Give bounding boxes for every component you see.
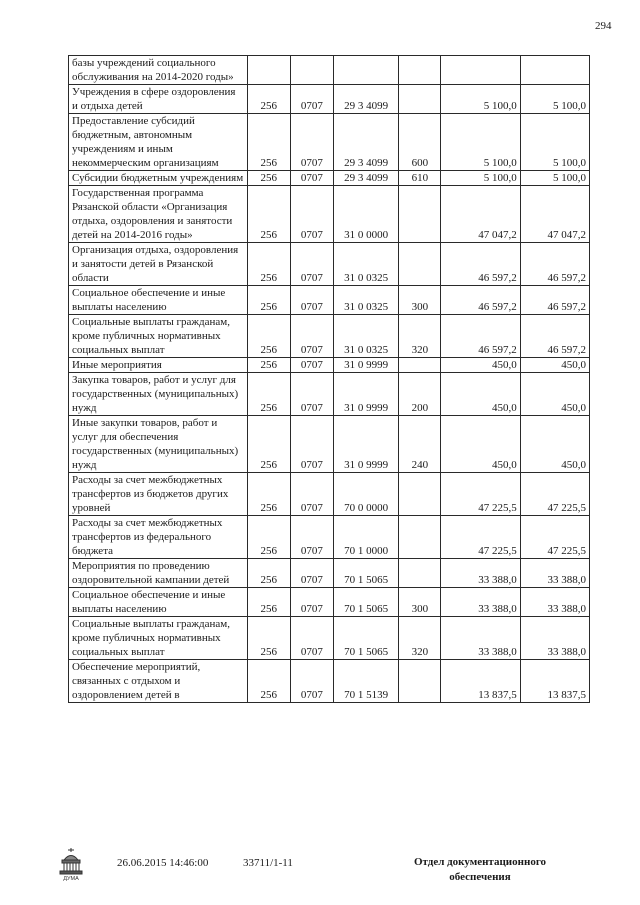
table-row <box>69 171 590 186</box>
row-section-cell: 0707 <box>290 243 333 286</box>
row-section-cell: 0707 <box>290 516 333 559</box>
row-amount-year2-cell <box>520 56 589 85</box>
budget-table-body <box>69 56 590 703</box>
table-row <box>69 286 590 315</box>
row-amount-year1-cell: 47 225,5 <box>441 516 520 559</box>
table-row <box>69 473 590 516</box>
row-name-cell: Организация отдыха, оздоровления и занятости детей в Рязанской области <box>69 243 248 286</box>
row-expense-type-cell <box>399 85 441 114</box>
table-row <box>69 243 590 286</box>
row-expense-type-cell <box>399 56 441 85</box>
row-target-article-cell: 29 3 4099 <box>333 171 398 186</box>
row-amount-year1-cell: 450,0 <box>441 416 520 473</box>
row-amount-year1-cell: 46 597,2 <box>441 315 520 358</box>
row-section-cell: 0707 <box>290 315 333 358</box>
table-row <box>69 416 590 473</box>
row-section-cell: 0707 <box>290 617 333 660</box>
row-name-cell: базы учреждений социального обслуживания на 2014-2020 годы» <box>69 56 248 85</box>
row-amount-year1-cell: 46 597,2 <box>441 243 520 286</box>
row-name-cell: Иные закупки товаров, работ и услуг для обеспечения государственных (муниципальных) нужд <box>69 416 248 473</box>
row-amount-year1-cell: 5 100,0 <box>441 171 520 186</box>
table-row <box>69 315 590 358</box>
row-expense-type-cell: 320 <box>399 617 441 660</box>
row-amount-year1-cell: 47 225,5 <box>441 473 520 516</box>
row-amount-year1-cell: 33 388,0 <box>441 617 520 660</box>
row-grbs-cell: 256 <box>247 358 290 373</box>
row-expense-type-cell: 600 <box>399 114 441 171</box>
row-expense-type-cell <box>399 660 441 703</box>
row-name-cell: Социальное обеспечение и иные выплаты населению <box>69 588 248 617</box>
row-name-cell: Расходы за счет межбюджетных трансфертов из бюджетов других уровней <box>69 473 248 516</box>
row-target-article-cell: 31 0 0325 <box>333 243 398 286</box>
row-expense-type-cell <box>399 559 441 588</box>
row-amount-year2-cell: 450,0 <box>520 358 589 373</box>
row-section-cell: 0707 <box>290 416 333 473</box>
emblem-caption: ДУМА <box>63 876 79 882</box>
table-row <box>69 85 590 114</box>
row-expense-type-cell: 200 <box>399 373 441 416</box>
row-section-cell: 0707 <box>290 358 333 373</box>
row-section-cell: 0707 <box>290 660 333 703</box>
table-row <box>69 358 590 373</box>
row-amount-year1-cell: 46 597,2 <box>441 286 520 315</box>
row-section-cell: 0707 <box>290 114 333 171</box>
row-expense-type-cell <box>399 186 441 243</box>
row-amount-year2-cell: 5 100,0 <box>520 85 589 114</box>
row-amount-year2-cell: 47 047,2 <box>520 186 589 243</box>
row-name-cell: Закупка товаров, работ и услуг для государственных (муниципальных) нужд <box>69 373 248 416</box>
row-amount-year2-cell: 13 837,5 <box>520 660 589 703</box>
row-amount-year1-cell: 33 388,0 <box>441 588 520 617</box>
row-target-article-cell: 70 0 0000 <box>333 473 398 516</box>
row-grbs-cell: 256 <box>247 588 290 617</box>
row-grbs-cell: 256 <box>247 171 290 186</box>
row-section-cell: 0707 <box>290 473 333 516</box>
row-amount-year2-cell: 46 597,2 <box>520 243 589 286</box>
table-row <box>69 114 590 171</box>
row-expense-type-cell: 240 <box>399 416 441 473</box>
row-target-article-cell: 31 0 0000 <box>333 186 398 243</box>
table-row <box>69 373 590 416</box>
row-expense-type-cell: 300 <box>399 588 441 617</box>
row-amount-year2-cell: 33 388,0 <box>520 588 589 617</box>
row-name-cell: Социальные выплаты гражданам, кроме публичных нормативных социальных выплат <box>69 315 248 358</box>
row-target-article-cell: 70 1 5065 <box>333 588 398 617</box>
row-name-cell: Субсидии бюджетным учреждениям <box>69 171 248 186</box>
row-target-article-cell: 70 1 5065 <box>333 617 398 660</box>
row-target-article-cell: 31 0 0325 <box>333 315 398 358</box>
row-expense-type-cell <box>399 243 441 286</box>
row-grbs-cell: 256 <box>247 516 290 559</box>
row-grbs-cell: 256 <box>247 114 290 171</box>
footer-department-line2: обеспечения <box>449 871 511 883</box>
row-target-article-cell: 70 1 5065 <box>333 559 398 588</box>
row-target-article-cell: 31 0 9999 <box>333 416 398 473</box>
row-expense-type-cell: 320 <box>399 315 441 358</box>
row-grbs-cell: 256 <box>247 473 290 516</box>
row-name-cell: Расходы за счет межбюджетных трансфертов из федерального бюджета <box>69 516 248 559</box>
row-grbs-cell: 256 <box>247 660 290 703</box>
row-grbs-cell: 256 <box>247 85 290 114</box>
row-amount-year1-cell: 450,0 <box>441 358 520 373</box>
row-grbs-cell <box>247 56 290 85</box>
row-amount-year1-cell: 13 837,5 <box>441 660 520 703</box>
row-name-cell: Обеспечение мероприятий, связанных с отдыхом и оздоровлением детей в <box>69 660 248 703</box>
row-target-article-cell: 70 1 5139 <box>333 660 398 703</box>
budget-table <box>68 55 590 703</box>
row-section-cell: 0707 <box>290 85 333 114</box>
table-row <box>69 660 590 703</box>
row-amount-year2-cell: 46 597,2 <box>520 286 589 315</box>
row-amount-year2-cell: 5 100,0 <box>520 114 589 171</box>
row-amount-year2-cell: 33 388,0 <box>520 617 589 660</box>
row-grbs-cell: 256 <box>247 186 290 243</box>
row-amount-year2-cell: 33 388,0 <box>520 559 589 588</box>
table-row <box>69 56 590 85</box>
row-name-cell: Государственная программа Рязанской области «Организация отдыха, оздоровления и занятости детей на 2014-2016 годы» <box>69 186 248 243</box>
table-row <box>69 559 590 588</box>
table-row <box>69 516 590 559</box>
row-expense-type-cell <box>399 358 441 373</box>
row-grbs-cell: 256 <box>247 315 290 358</box>
row-name-cell: Учреждения в сфере оздоровления и отдыха детей <box>69 85 248 114</box>
row-amount-year1-cell: 5 100,0 <box>441 114 520 171</box>
row-amount-year2-cell: 47 225,5 <box>520 473 589 516</box>
row-grbs-cell: 256 <box>247 559 290 588</box>
row-expense-type-cell: 300 <box>399 286 441 315</box>
row-section-cell: 0707 <box>290 286 333 315</box>
footer-date: 26.06.2015 14:46:00 <box>117 857 209 869</box>
page-number: 294 <box>595 20 612 32</box>
row-section-cell <box>290 56 333 85</box>
table-row <box>69 186 590 243</box>
row-amount-year2-cell: 46 597,2 <box>520 315 589 358</box>
row-name-cell: Предоставление субсидий бюджетным, автономным учреждениям и иным некоммерческим организациям <box>69 114 248 171</box>
row-amount-year1-cell: 5 100,0 <box>441 85 520 114</box>
row-section-cell: 0707 <box>290 588 333 617</box>
row-target-article-cell: 29 3 4099 <box>333 114 398 171</box>
table-row <box>69 588 590 617</box>
row-name-cell: Мероприятия по проведению оздоровительной кампании детей <box>69 559 248 588</box>
row-amount-year1-cell: 33 388,0 <box>441 559 520 588</box>
row-target-article-cell: 31 0 9999 <box>333 358 398 373</box>
row-amount-year2-cell: 450,0 <box>520 416 589 473</box>
row-expense-type-cell <box>399 516 441 559</box>
row-amount-year2-cell: 47 225,5 <box>520 516 589 559</box>
row-grbs-cell: 256 <box>247 373 290 416</box>
row-amount-year1-cell: 47 047,2 <box>441 186 520 243</box>
row-amount-year2-cell: 450,0 <box>520 373 589 416</box>
row-expense-type-cell <box>399 473 441 516</box>
document-footer <box>0 852 640 902</box>
row-section-cell: 0707 <box>290 559 333 588</box>
row-target-article-cell: 29 3 4099 <box>333 85 398 114</box>
row-target-article-cell: 31 0 9999 <box>333 373 398 416</box>
table-row <box>69 617 590 660</box>
row-amount-year1-cell: 450,0 <box>441 373 520 416</box>
row-name-cell: Социальные выплаты гражданам, кроме публичных нормативных социальных выплат <box>69 617 248 660</box>
row-target-article-cell: 31 0 0325 <box>333 286 398 315</box>
row-section-cell: 0707 <box>290 186 333 243</box>
row-grbs-cell: 256 <box>247 243 290 286</box>
row-amount-year2-cell: 5 100,0 <box>520 171 589 186</box>
row-section-cell: 0707 <box>290 171 333 186</box>
duma-emblem-icon <box>55 846 87 882</box>
footer-department-line1: Отдел документационного <box>413 856 547 868</box>
row-expense-type-cell: 610 <box>399 171 441 186</box>
row-section-cell: 0707 <box>290 373 333 416</box>
row-name-cell: Социальное обеспечение и иные выплаты населению <box>69 286 248 315</box>
row-amount-year1-cell <box>441 56 520 85</box>
row-target-article-cell <box>333 56 398 85</box>
row-name-cell: Иные мероприятия <box>69 358 248 373</box>
row-grbs-cell: 256 <box>247 416 290 473</box>
row-target-article-cell: 70 1 0000 <box>333 516 398 559</box>
row-grbs-cell: 256 <box>247 286 290 315</box>
footer-department <box>395 855 565 885</box>
row-grbs-cell: 256 <box>247 617 290 660</box>
footer-document-code: 33711/1-11 <box>243 857 293 869</box>
